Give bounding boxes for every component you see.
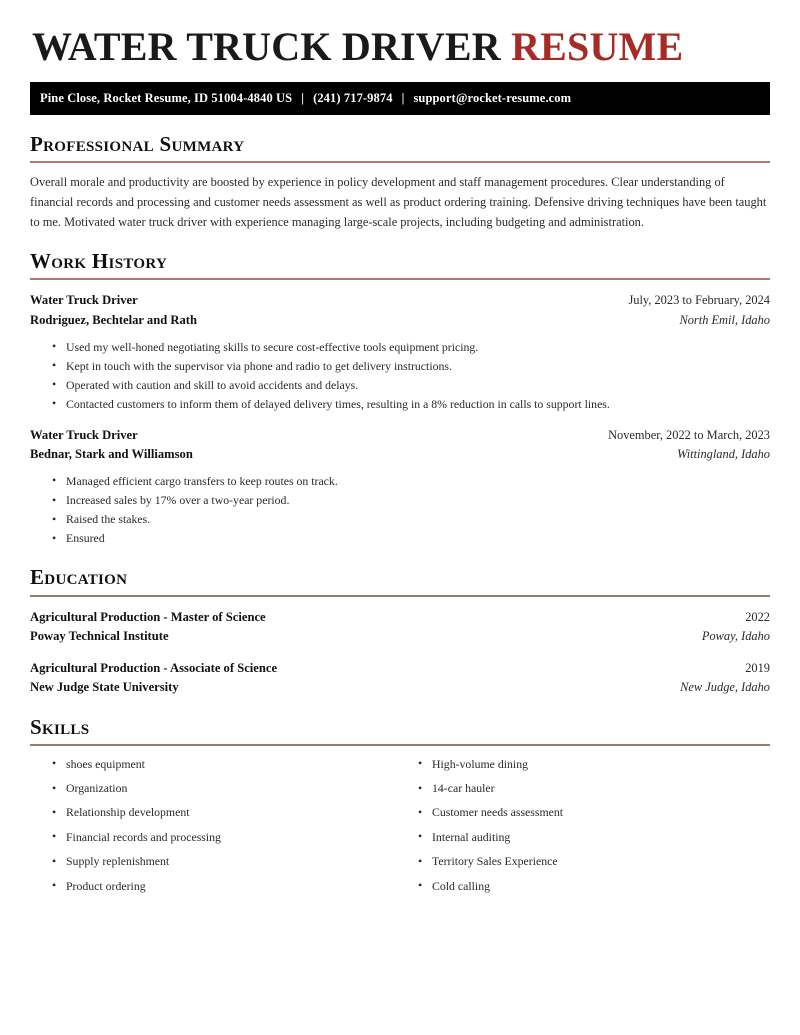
skills-column-left xyxy=(30,752,400,898)
skills-column-right xyxy=(400,752,770,898)
education-entry-school: Poway Technical Institute xyxy=(30,629,169,644)
section-rule-education xyxy=(30,595,770,597)
work-entry-org-row xyxy=(30,445,770,465)
skills-list-right xyxy=(400,752,770,898)
section-heading-skills: Skills xyxy=(30,714,90,739)
section-heading-work-history: Work History xyxy=(30,249,168,274)
education-entry xyxy=(30,608,770,647)
section-skills xyxy=(30,716,770,899)
education-entry xyxy=(30,659,770,698)
work-entry-location: North Emil, Idaho xyxy=(679,312,770,327)
work-entry-title: Water Truck Driver xyxy=(30,293,138,308)
education-entry-header-row xyxy=(30,659,770,679)
work-entry xyxy=(30,426,770,548)
contact-bar xyxy=(30,82,770,115)
education-entry-location: Poway, Idaho xyxy=(701,629,770,644)
section-work-history xyxy=(30,250,770,548)
section-professional-summary xyxy=(30,133,770,232)
bullet-item: • Used my well-honed negotiating skills to secure cost-effective tools equipment pricing. xyxy=(52,338,770,357)
skill-item: • Organization xyxy=(52,776,400,800)
bullet-item: • Ensured xyxy=(52,529,770,548)
bullet-item: • Kept in touch with the supervisor via phone and radio to get delivery instructions. xyxy=(52,357,770,376)
bullet-item: • Managed efficient cargo transfers to keep routes on track. xyxy=(52,472,770,491)
skill-item: • Cold calling xyxy=(418,874,770,898)
skill-item: • Internal auditing xyxy=(418,825,770,849)
section-rule-work-history xyxy=(30,278,770,280)
education-entry-degree: Agricultural Production - Master of Science xyxy=(30,609,266,624)
contact-email[interactable]: support@rocket-resume.com xyxy=(413,91,572,105)
page-title-resume-word: RESUME xyxy=(511,24,684,69)
section-heading-professional-summary: Professional Summary xyxy=(30,132,245,156)
contact-info xyxy=(40,91,571,106)
skill-item: • Financial records and processing xyxy=(52,825,400,849)
contact-separator-2: | xyxy=(401,91,405,105)
education-entry-header-row xyxy=(30,608,770,628)
skills-list-left xyxy=(30,752,400,898)
work-entry-title: Water Truck Driver xyxy=(30,427,138,442)
work-entry-location: Wittingland, Idaho xyxy=(677,447,770,462)
work-entry-header-row xyxy=(30,426,770,446)
education-entry-school: New Judge State University xyxy=(30,680,179,695)
contact-separator-1: | xyxy=(301,91,305,105)
work-entry-organization: Rodriguez, Bechtelar and Rath xyxy=(30,312,197,327)
work-entry xyxy=(30,291,770,413)
contact-phone[interactable]: (241) 717-9874 xyxy=(313,91,393,105)
work-entry-org-row xyxy=(30,311,770,331)
education-entry-school-row xyxy=(30,678,770,698)
work-entry-bullets xyxy=(30,338,770,414)
skill-item: • Customer needs assessment xyxy=(418,800,770,824)
section-education xyxy=(30,566,770,697)
bullet-item: • Increased sales by 17% over a two-year period. xyxy=(52,491,770,510)
section-rule-professional-summary xyxy=(30,161,770,163)
skills-columns xyxy=(30,752,770,898)
education-entry-year: 2019 xyxy=(745,660,770,675)
work-entry-organization: Bednar, Stark and Williamson xyxy=(30,447,193,462)
skill-item: • High-volume dining xyxy=(418,752,770,776)
education-entry-degree: Agricultural Production - Associate of Science xyxy=(30,660,278,675)
work-entry-header-row xyxy=(30,291,770,311)
skill-item: • 14-car hauler xyxy=(418,776,770,800)
education-entry-location: New Judge, Idaho xyxy=(680,680,770,695)
work-entry-bullets xyxy=(30,472,770,548)
professional-summary-text: Overall morale and productivity are boosted by experience in policy development and staff management procedures. Clear understanding of financial records and processing and customer needs assessment as well as product ordering training. Defensive driving techniques have been taught to me. Motivated water truck driver with experience managing large-scale projects, including budgeting and administration. xyxy=(30,175,767,230)
skill-item: • Relationship development xyxy=(52,800,400,824)
contact-address: Pine Close, Rocket Resume, ID 51004-4840 US xyxy=(40,91,293,105)
work-entry-dates: July, 2023 to February, 2024 xyxy=(628,293,770,308)
section-heading-education: Education xyxy=(30,565,128,590)
education-entry-school-row xyxy=(30,627,770,647)
bullet-item: • Raised the stakes. xyxy=(52,510,770,529)
skill-item: • Product ordering xyxy=(52,874,400,898)
page-title-role: WATER TRUCK DRIVER xyxy=(32,24,501,69)
bullet-item: • Operated with caution and skill to avoid accidents and delays. xyxy=(52,376,770,395)
skill-item: • Territory Sales Experience xyxy=(418,849,770,873)
education-entry-year: 2022 xyxy=(745,609,770,624)
page-title xyxy=(32,26,770,68)
section-rule-skills xyxy=(30,744,770,746)
bullet-item: • Contacted customers to inform them of delayed delivery times, resulting in a 8% reduction in calls to support lines. xyxy=(52,395,770,414)
work-entry-dates: November, 2022 to March, 2023 xyxy=(608,427,770,442)
skill-item: • Supply replenishment xyxy=(52,849,400,873)
skill-item: • shoes equipment xyxy=(52,752,400,776)
